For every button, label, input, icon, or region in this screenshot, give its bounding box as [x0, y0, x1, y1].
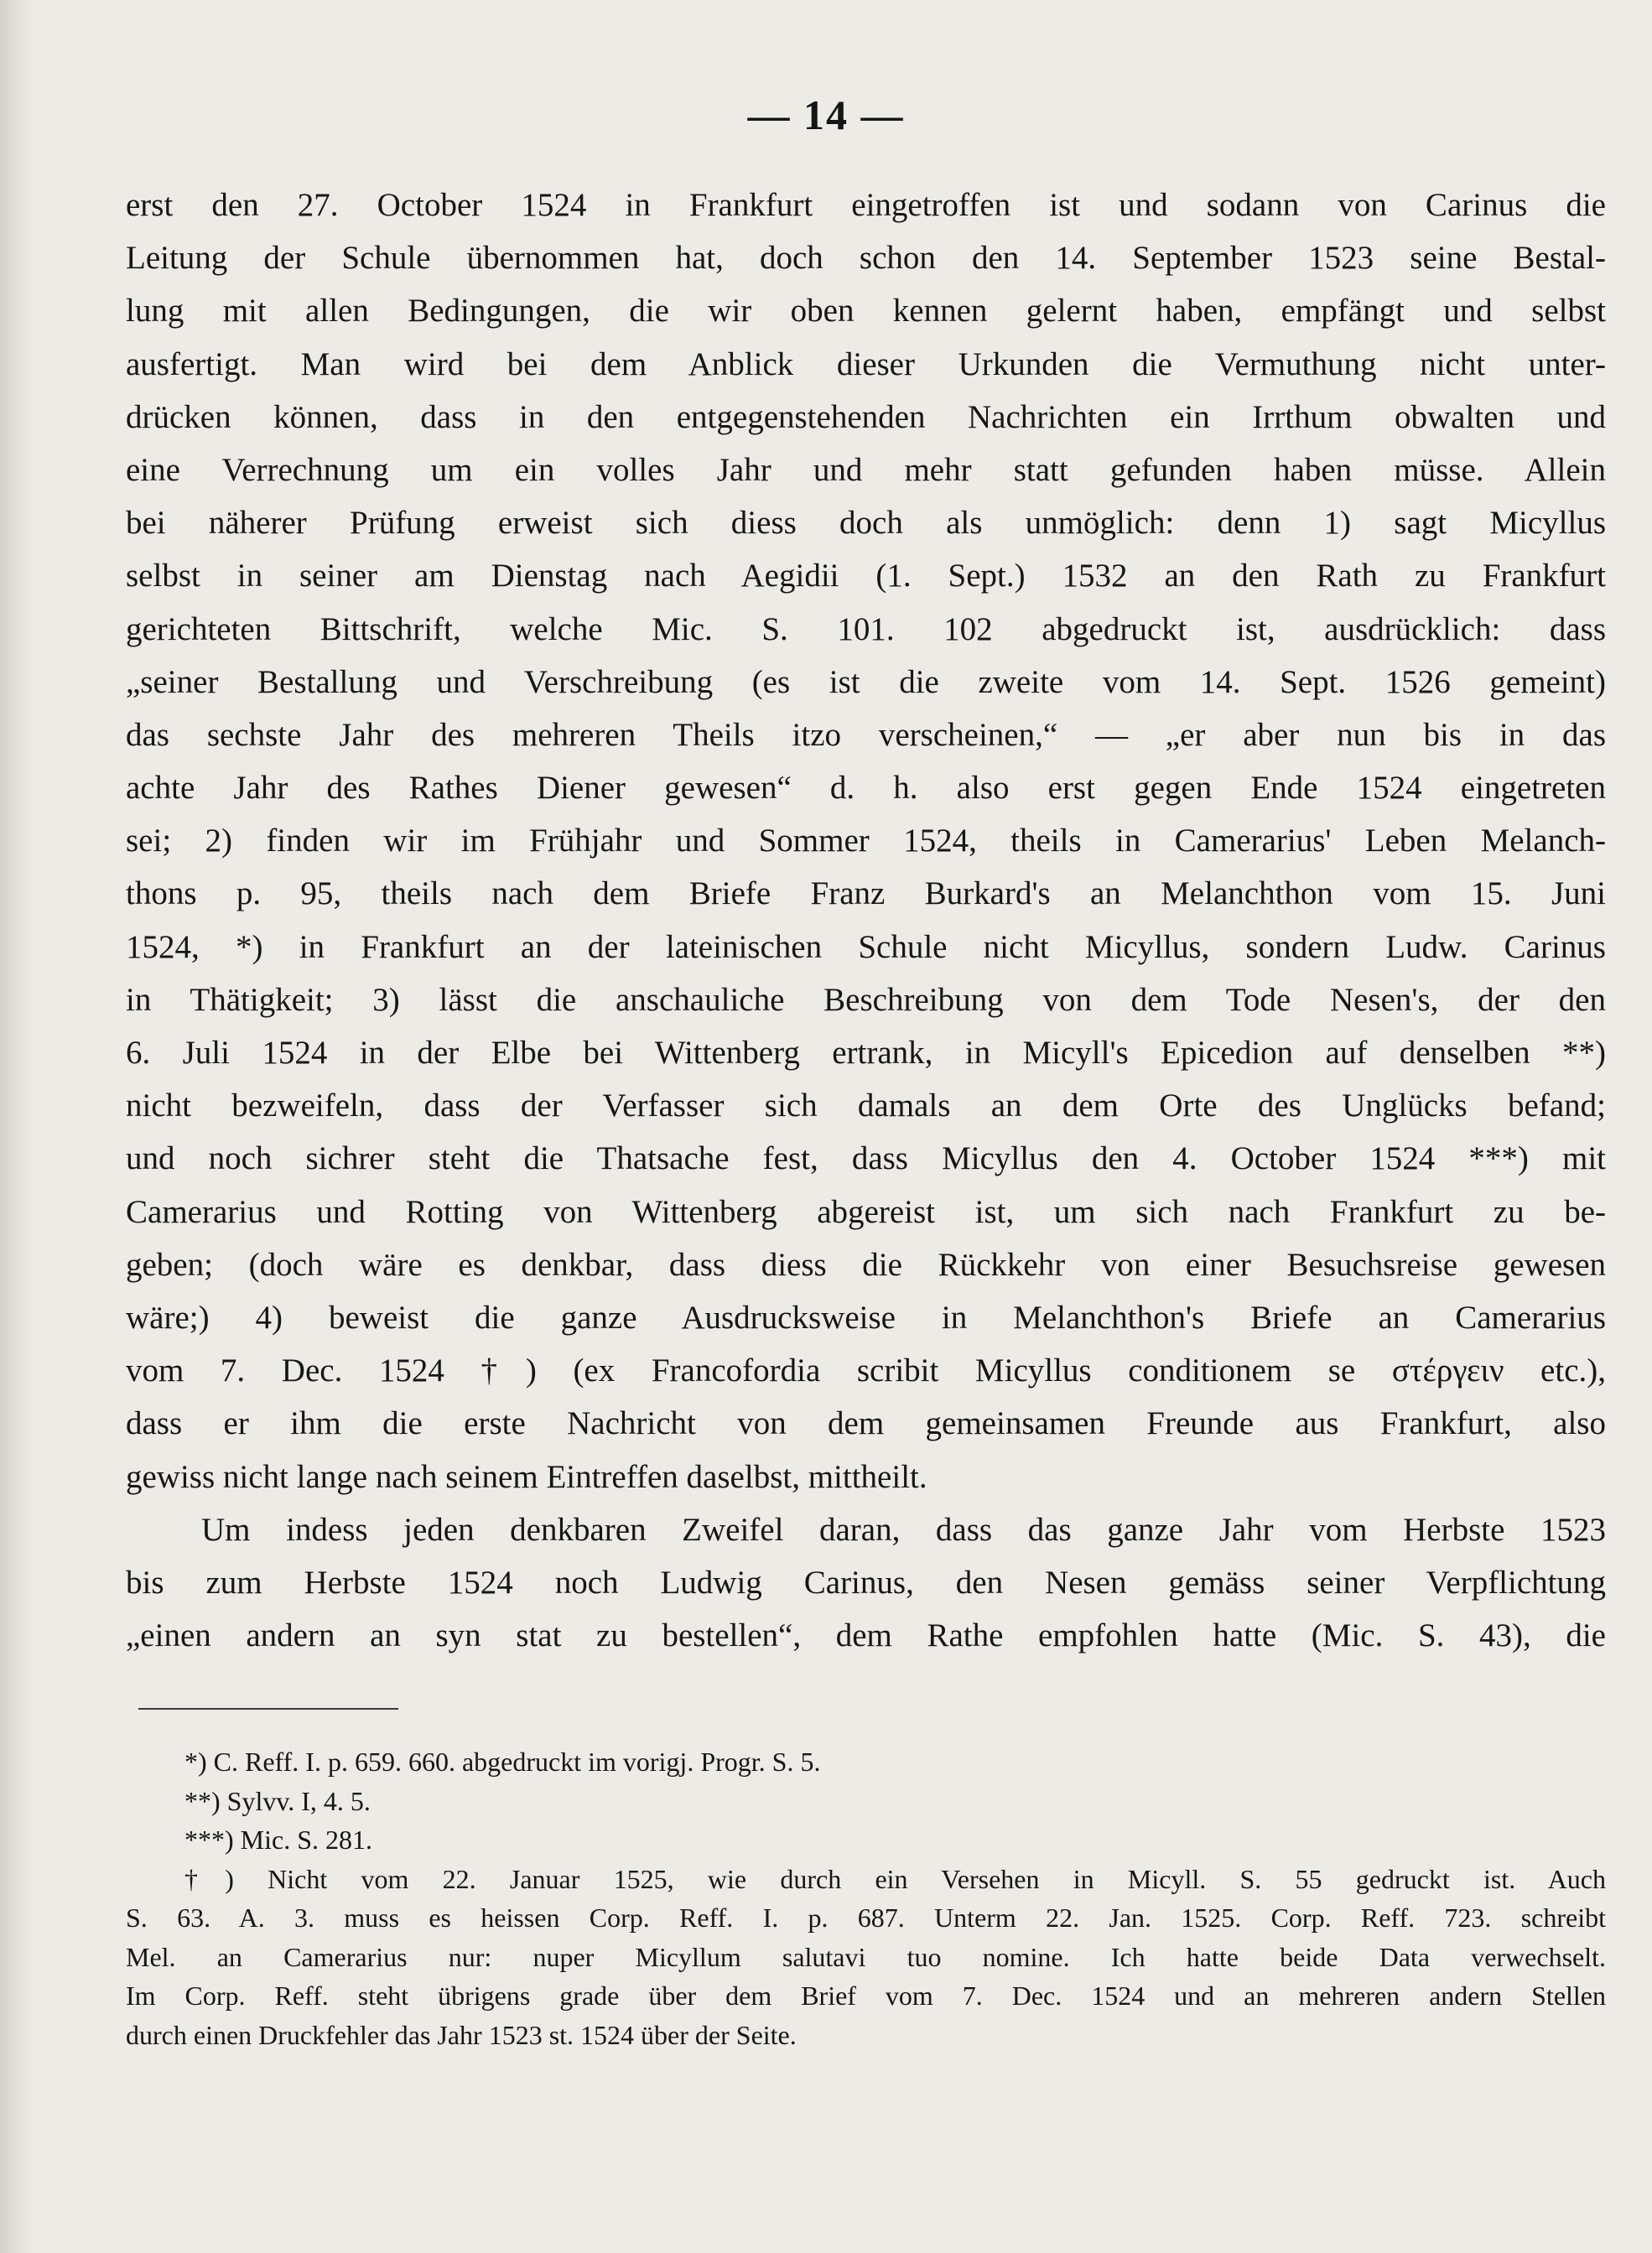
body-line: eine Verrechnung um ein volles Jahr und mehr statt gefunden haben müsse. Allein: [126, 451, 1606, 488]
body-line: drücken können, dass in den entgegenstehenden Nachrichten ein Irrthum obwalten und: [126, 398, 1606, 435]
footnote-line: S. 63. A. 3. muss es heissen Corp. Reff. I. p. 687. Unterm 22. Jan. 1525. Corp. Reff. 723. schreibt: [126, 1903, 1606, 1933]
page-fold-shadow: [0, 0, 34, 2253]
body-line: vom 7. Dec. 1524 †) (ex Francofordia scribit Micyllus conditionem se στέργειν etc.),: [126, 1352, 1606, 1389]
footnote-line: Mel. an Camerarius nur: nuper Micyllum salutavi tuo nomine. Ich hatte beide Data verwechselt.: [126, 1941, 1606, 1972]
body-line: 1524, *) in Frankfurt an der lateinischen Schule nicht Micyllus, sondern Ludw. Carinus: [126, 928, 1606, 965]
body-line: bis zum Herbste 1524 noch Ludwig Carinus, den Nesen gemäss seiner Verpflichtung: [126, 1564, 1606, 1601]
body-line: Camerarius und Rotting von Wittenberg abgereist ist, um sich nach Frankfurt zu be-: [126, 1193, 1606, 1230]
body-line: gerichteten Bittschrift, welche Mic. S. 101. 102 abgedruckt ist, ausdrücklich: dass: [126, 610, 1606, 647]
body-line: „seiner Bestallung und Verschreibung (es ist die zweite vom 14. Sept. 1526 gemeint): [126, 663, 1606, 700]
body-line: ausfertigt. Man wird bei dem Anblick dieser Urkunden die Vermuthung nicht unter-: [126, 345, 1606, 382]
body-line: lung mit allen Bedingungen, die wir oben kennen gelernt haben, empfängt und selbst: [126, 293, 1606, 330]
body-line: Leitung der Schule übernommen hat, doch schon den 14. September 1523 seine Bestal-: [126, 240, 1606, 277]
footnote-line: **) Sylvv. I, 4. 5.: [184, 1785, 371, 1816]
footnote-separator-rule: [138, 1708, 398, 1710]
body-line: selbst in seiner am Dienstag nach Aegidii (1. Sept.) 1532 an den Rath zu Frankfurt: [126, 558, 1606, 594]
body-line: achte Jahr des Rathes Diener gewesen“ d. h. also erst gegen Ende 1524 eingetreten: [126, 770, 1606, 807]
body-line: gewiss nicht lange nach seinem Eintreffen daselbst, mittheilt.: [126, 1458, 927, 1495]
body-line: dass er ihm die erste Nachricht von dem gemeinsamen Freunde aus Frankfurt, also: [126, 1405, 1606, 1442]
body-line: 6. Juli 1524 in der Elbe bei Wittenberg ertrank, in Micyll's Epicedion auf denselben **): [126, 1035, 1606, 1071]
body-text: [126, 179, 1606, 1662]
body-line: thons p. 95, theils nach dem Briefe Franz Burkard's an Melanchthon vom 15. Juni: [126, 875, 1606, 912]
body-line: erst den 27. October 1524 in Frankfurt eingetroffen ist und sodann von Carinus die: [126, 187, 1606, 223]
body-line: wäre;) 4) beweist die ganze Ausdrucksweise in Melanchthon's Briefe an Camerarius: [126, 1299, 1606, 1336]
footnote-line: †) Nicht vom 22. Januar 1525, wie durch ein Versehen in Micyll. S. 55 gedruckt ist. Auch: [184, 1863, 1606, 1894]
body-line: das sechste Jahr des mehreren Theils itzo verscheinen,“ — „er aber nun bis in das: [126, 716, 1606, 753]
body-line: „einen andern an syn stat zu bestellen“, dem Rathe empfohlen hatte (Mic. S. 43), die: [126, 1617, 1606, 1654]
body-line: bei näherer Prüfung erweist sich diess doch als unmöglich: denn 1) sagt Micyllus: [126, 505, 1606, 542]
footnote-line: *) C. Reff. I. p. 659. 660. abgedruckt im vorigj. Progr. S. 5.: [184, 1747, 821, 1777]
footnote-line: ***) Mic. S. 281.: [184, 1825, 372, 1855]
body-line: in Thätigkeit; 3) lässt die anschauliche Beschreibung von dem Tode Nesen's, der den: [126, 981, 1606, 1018]
page-number: — 14 —: [747, 91, 905, 138]
body-line: nicht bezweifeln, dass der Verfasser sich damals an dem Orte des Unglücks befand;: [126, 1088, 1606, 1124]
body-line: geben; (doch wäre es denkbar, dass diess die Rückkehr von einer Besuchsreise gewesen: [126, 1246, 1606, 1283]
body-line: und noch sichrer steht die Thatsache fest, dass Micyllus den 4. October 1524 ***) mit: [126, 1140, 1606, 1177]
body-line: sei; 2) finden wir im Frühjahr und Sommer 1524, theils in Camerarius' Leben Melanch-: [126, 823, 1606, 859]
body-line-paragraph-start: Um indess jeden denkbaren Zweifel daran, dass das ganze Jahr vom Herbste 1523: [201, 1511, 1606, 1548]
footnotes: [126, 1742, 1606, 2054]
footnote-line: Im Corp. Reff. steht übrigens grade über dem Brief vom 7. Dec. 1524 und an mehreren andern Stellen: [126, 1980, 1606, 2011]
footnote-line: durch einen Druckfehler das Jahr 1523 st. 1524 über der Seite.: [126, 2019, 797, 2050]
